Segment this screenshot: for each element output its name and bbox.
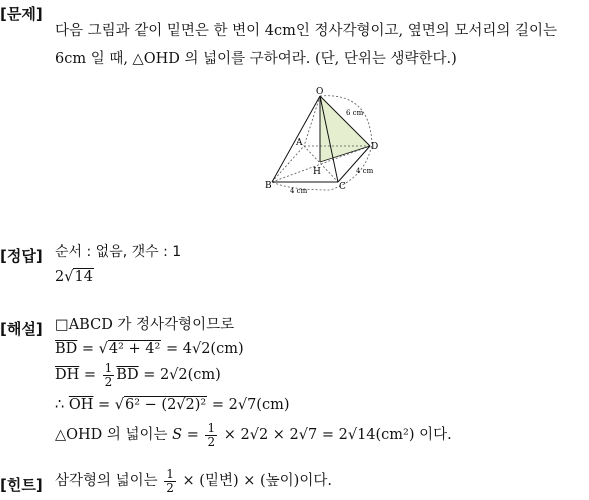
- label-h: H: [313, 167, 321, 177]
- answer-meta: 순서 : 없음, 갯수 : 1: [55, 244, 182, 260]
- label-o: O: [316, 87, 324, 97]
- label-a: A: [296, 138, 303, 148]
- hint-text: 삼각형의 넓이는 $\frac{1}{2}$ × (밑변) × (높이)이다.: [55, 467, 332, 495]
- label-c: C: [339, 182, 346, 192]
- edge-label-6cm: 6 cm: [346, 109, 364, 117]
- edge-label-4cm-side: 4 cm: [356, 167, 374, 175]
- hint-tag: [힌트]: [0, 476, 43, 494]
- solution-oh: ∴ $\overline{OH} = √6^2 - (2√2)^2 = 2√7(cm)$: [55, 397, 290, 413]
- shaded-triangle-ohd: [320, 96, 370, 162]
- problem-text-line2: 6cm 일 때, △OHD 의 넓이를 구하여라. (단, 단위는 생략한다.): [55, 51, 457, 67]
- edge-label-4cm-base: 4 cm: [290, 187, 308, 195]
- label-d: D: [371, 142, 379, 152]
- solution-area: △OHD 의 넓이는 S = $\frac{1}{2}$ × 2√2 × 2√7 = 2√14(cm²) 이다.: [55, 421, 452, 449]
- answer-tag: [정답]: [0, 247, 43, 265]
- solution-dh: $\overline{DH}$ = $\frac{1}{2}$ $\overline{BD} = 2√2(cm)$: [55, 361, 221, 389]
- solution-bd: $\overline{BD} = √4^2 + 4^2 = 4√2(cm)$: [55, 341, 244, 357]
- edge-ba: [272, 146, 304, 182]
- problem-text-line1: 다음 그림과 같이 밑면은 한 변이 4cm인 정사각형이고, 옆면의 모서리의 길이는: [55, 23, 558, 39]
- label-b: B: [265, 181, 272, 191]
- problem-tag: [문제]: [0, 5, 43, 23]
- answer-value: 2√14: [55, 269, 93, 285]
- solution-tag: [해설]: [0, 320, 43, 338]
- solution-line1: □ABCD 가 정사각형이므로: [55, 317, 235, 333]
- pyramid-figure: [260, 84, 380, 196]
